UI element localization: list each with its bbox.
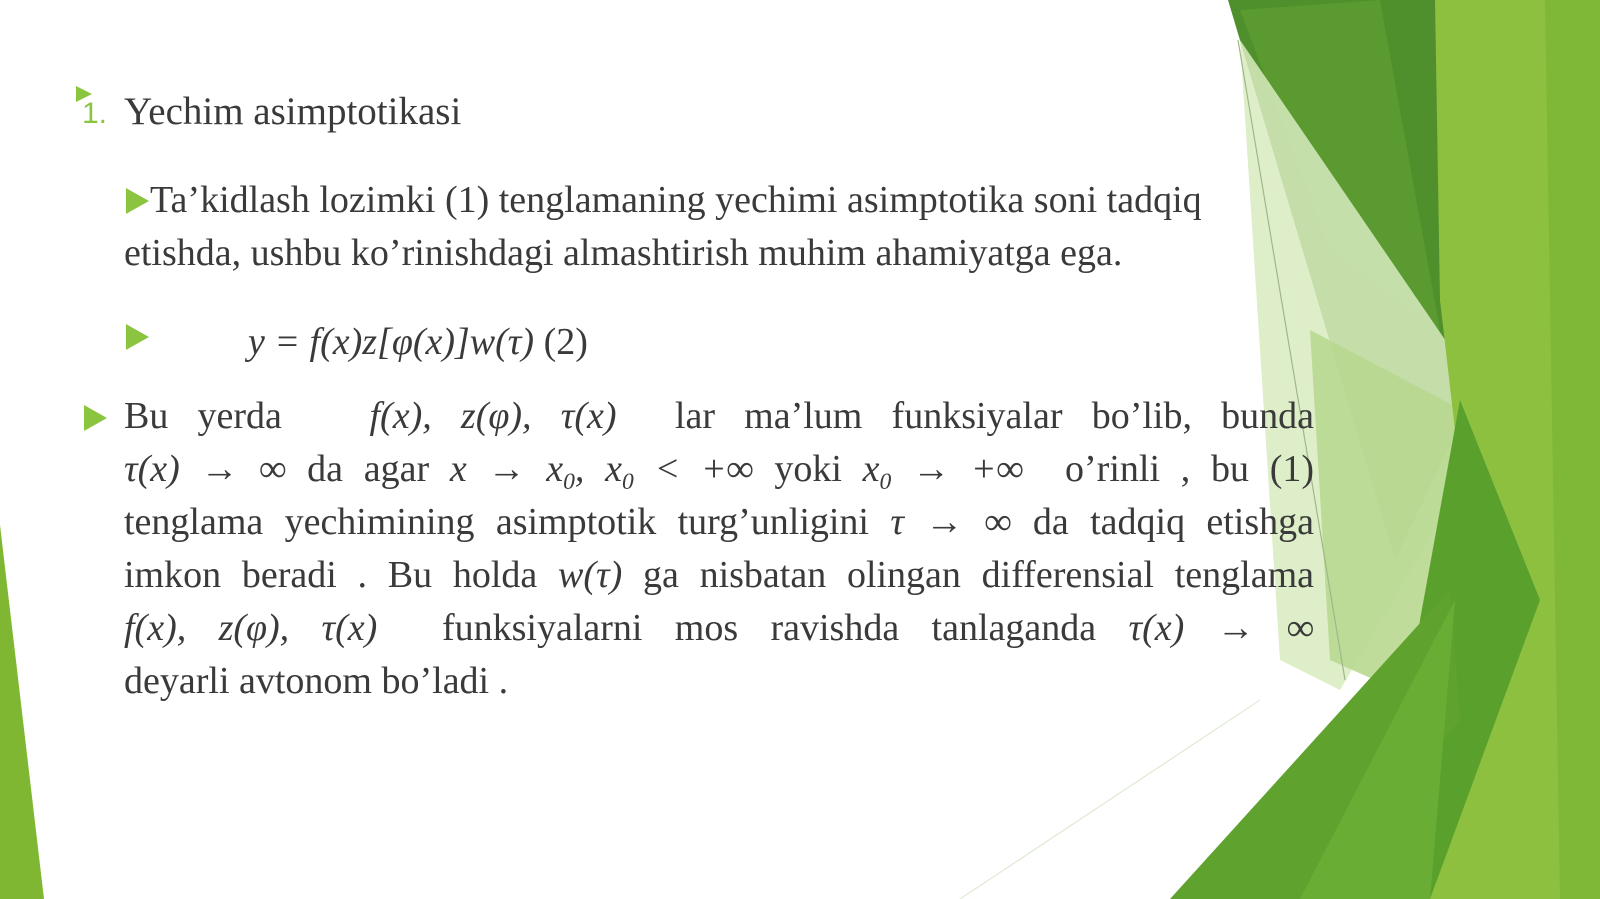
numbered-bullet [74,86,108,130]
equation-2 [248,318,588,366]
explanation-line-1 [124,390,1314,443]
explanation-paragraph [124,390,1314,708]
equation-number: (2) [543,321,588,363]
text: o’rinli , bu (1) [1065,448,1315,490]
subscript: 0 [563,469,575,496]
text: deyarli avtonom bo’ladi . [124,660,509,702]
item-number: 1. [82,97,108,130]
text: da agar [307,448,430,490]
math: τ → ∞ [890,501,1012,543]
triangle-arrow-icon [126,188,149,214]
left-green-shape [0,525,44,899]
math: τ(x) → ∞ [1128,607,1314,649]
intro-line-1: Ta’kidlash lozimki (1) tenglamaning yechimi asimptotika soni tadqiq [150,179,1202,221]
text: Bu yerda [124,395,282,437]
math-part: x [862,448,880,490]
math: τ(x) → ∞ [124,448,287,490]
math [449,448,754,496]
math-part: < +∞ [633,448,754,490]
triangle-arrow-icon [126,324,149,350]
subscript: 0 [621,469,634,496]
math-part: → +∞ [891,448,1024,490]
math-part: x → x [449,448,564,490]
text: da tadqiq etishga [1032,501,1315,543]
text: yoki [774,448,842,490]
equation-formula: y = f(x)z[φ(x)]w(τ) [248,321,535,363]
math: f(x), z(φ), τ(x) [369,395,617,437]
intro-paragraph-line2 [124,227,1314,280]
explanation-line-6 [124,655,1314,708]
math [862,448,1024,496]
math: w(τ) [557,554,623,596]
text: imkon beradi . Bu holda [124,554,538,596]
slide-heading: Yechim asimptotikasi [124,90,462,133]
intro-paragraph [150,174,1312,227]
math-part: , x [574,448,622,490]
text: lar ma’lum funksiyalar bo’lib, bunda [674,395,1315,437]
text: funksiyalarni mos ravishda tanlaganda [441,607,1097,649]
explanation-line-4 [124,549,1314,602]
math: f(x), z(φ), τ(x) [124,607,378,649]
text: ga nisbatan olingan differensial tenglama [642,554,1314,596]
subscript: 0 [879,469,892,496]
explanation-line-3 [124,496,1314,549]
intro-line-2: etishda, ushbu ko’rinishdagi almashtirish muhim ahamiyatga ega. [124,232,1123,274]
explanation-line-5 [124,602,1314,655]
text: tenglama yechimining asimptotik turg’unligini [124,501,869,543]
triangle-arrow-icon [84,405,107,431]
explanation-line-2 [124,443,1314,496]
